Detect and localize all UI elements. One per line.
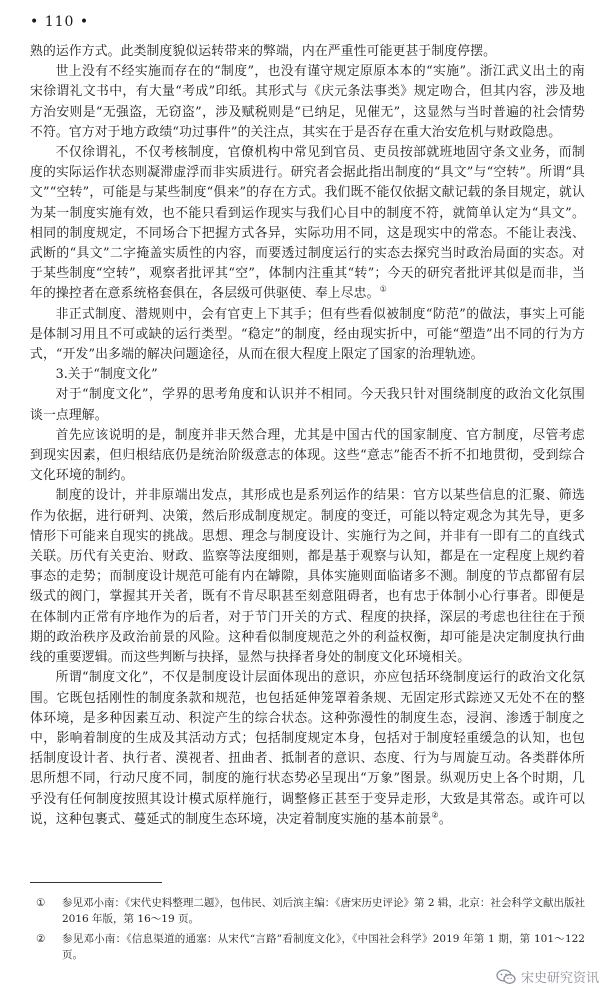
paragraph: 非正式制度、潜规则中，会有官吏上下其手；但有些看似被制度“防范”的做法，事实上可能是体制习用且不可或缺的运行类型。“稳定”的制度，经由现实折中，可能“塑造”出不同的行为方式，“开发”出多端的解决问题途径，从而在很大程度上限定了国家的治理轨迹。 xyxy=(30,306,585,363)
footnote-ref[interactable]: ① xyxy=(379,285,387,295)
section-heading: 3.关于“制度文化” xyxy=(55,367,158,383)
paragraph: 不仅徐谓礼，不仅考核制度，官僚机构中常见到官员、吏员按部就班地固守条文业务，而制度的实际运作状态则凝滞虚浮而非实质进行。研究者会据此指出制度的“具文”与“空转”。所谓“具文”“空转”，可能是与某些制度“俱来”的存在方式。我们既不能仅依据文献记载的条目规定，就认为某一制度实施有效，也不能只看到运作现实与我们心目中的制度不符，就简单认定为“具文”。相同的制度规定，不同场合下把握方式各异，实际功用不同，这是现实中的常态。不能让表浅、武断的“具文”二字掩盖实质性的内容，而要透过制度运行的实态去探究当时政治局面的实态。对于某些制度“空转”，观察者批评其“空”，体制内注重其“转”；今天的研究者批评其似是而非，当年的操控者在意系统格套俱在，各层级可供驱使、奉上尽忠。① xyxy=(30,145,585,302)
page-number: • 110 • xyxy=(30,14,90,30)
paragraph: 熟的运作方式。此类制度貌似运转带来的弊端，内在严重性可能更甚于制度停摆。 xyxy=(30,44,497,59)
footnote-item xyxy=(30,931,585,963)
watermark-text: 宋史研究资讯 xyxy=(520,971,599,986)
footnote-divider xyxy=(30,882,162,883)
paragraph: 制度的设计，并非原端出发点，其形成也是系列运作的结果：官方以某些信息的汇聚、筛选作为依据，进行研判、决策，然后形成制度规定。制度的变迁，可能以特定观念为其先导，更多情形下可能来自现实的挑战。思想、理念与制度设计、实施行为之间，并非有一即有二的直线式关联。历代有关吏治、财政、监察等法度细则，都是基于观察与认知，都是在一定程度上规约着事态的走势；而制度设计规范可能有内在罅隙，具体实施则面临诸多不测。制度的节点都留有层级式的阀门，掌握其开关者，既有不肯尽职甚至刻意阻碍者，也有忠于体制小心行事者。即便是在体制内正常有序地作为的后者，对于节门开关的方式、程度的抉择，深层的考虑也往往在于预期的政治秩序及政治前景的风险。这种看似制度规范之外的利益权衡，却可能是决定制度执行曲线的重要逻辑。而这些判断与抉择，显然与抉择者身处的制度文化环境相关。 xyxy=(30,488,585,666)
wechat-icon xyxy=(496,969,516,985)
footnote-item xyxy=(30,895,585,927)
footnote-text: 参见邓小南：《信息渠道的通塞：从宋代“言路”看制度文化》，《中国社会科学》2019 年第 1 期，第 101～122 页。 xyxy=(62,933,585,961)
footnote-ref[interactable]: ② xyxy=(431,810,439,820)
footnote-text: 参见邓小南：《宋代史料整理二题》，包伟民、刘后滨主编：《唐宋历史评论》第 2 辑，北京：社会科学文献出版社 2016 年版，第 16～19 页。 xyxy=(62,897,585,925)
paragraph: 首先应该说明的是，制度并非天然合理，尤其是中国古代的国家制度、官方制度，尽管考虑到现实因素，但归根结底仍是统治阶级意志的体现。这些“意志”能否不折不扣地贯彻，受到综合文化环境的制约。 xyxy=(30,427,585,484)
footnote-marker: ① xyxy=(36,897,46,909)
paragraph: 所谓“制度文化”，不仅是制度设计层面体现出的意识，亦应包括环绕制度运行的政治文化氛围。它既包括刚性的制度条款和规范，也包括延伸笼罩着条规、无固定形式踪迹又无处不在的整体环境，是多种因素互动、积淀产生的综合状态。这种弥漫性的制度生态，浸润、渗透于制度之中，影响着制度的生成及其活动方式；包括制度规定本身，包括对于制度轻重缓急的认知，也包括制度设计者、执行者、漠视者、扭曲者、抵制者的意识、态度、行为与周旋互动。各类群体所思所想不同，行动尺度不同，制度的施行状态势必呈现出“万象”图景。纵观历史上各个时期，几乎没有任何制度按照其设计模式原样施行，调整修正甚至于变异走形，大致是其常态。或许可以说，这种包裹式、蔓延式的制度生态环境，决定着制度实施的基本前景②。 xyxy=(30,670,585,827)
footnotes xyxy=(30,895,585,967)
paragraph: 世上没有不经实施而存在的“制度”，也没有谨守规定原原本本的“实施”。浙江武义出土的南宋徐谓礼文书中，有大量“考成”印纸。其形式与《庆元条法事类》规定吻合，但其内容，涉及地方治安则是“无强盗，无窃盗”，涉及赋税则是“已纳足，见催无”，这显然与当时普遍的社会情势不符。官方对于地方政绩“功过事件”的关注点，其实在于是否存在重大治安危机与财政隐患。 xyxy=(30,64,585,140)
watermark xyxy=(496,967,599,986)
paragraph: 对于“制度文化”，学界的思考角度和认识并不相同。今天我只针对围绕制度的政治文化氛围谈一点理解。 xyxy=(30,387,585,423)
footnote-marker: ② xyxy=(36,933,46,945)
body-text xyxy=(30,42,585,830)
